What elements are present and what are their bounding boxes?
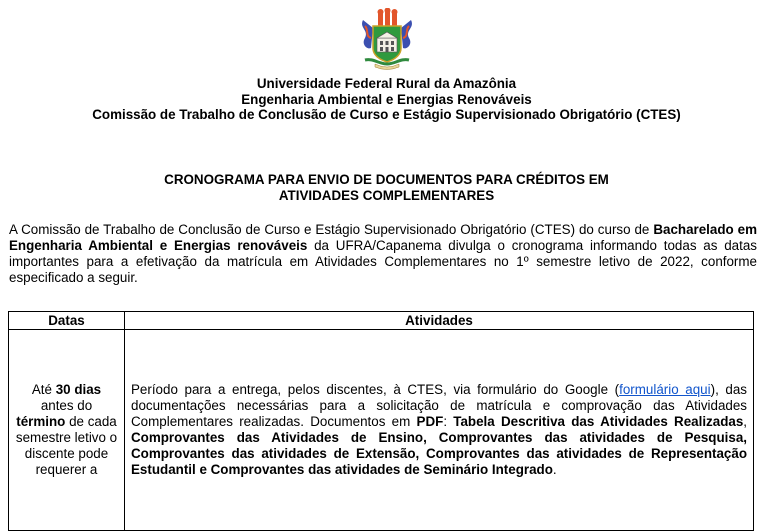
header-datas: Datas: [9, 312, 125, 330]
date-text: Até: [31, 382, 56, 397]
title-line-2: ATIVIDADES COMPLEMENTARES: [278, 188, 495, 203]
intro-course-bold: Bacharelado em Engenharia Ambiental e Energias renováveis: [9, 222, 757, 253]
committee-name: Comissão de Trabalho de Conclusão de Curso e Estágio Supervisionado Obrigatório (CTES): [92, 107, 681, 122]
intro-paragraph: [9, 222, 757, 286]
intro-text-1: A Comissão de Trabalho de Conclusão de Curso e Estágio Supervisionado Obrigatório (CTES) do curso de: [9, 222, 654, 237]
university-name: Universidade Federal Rural da Amazônia: [256, 76, 517, 91]
date-text: antes do: [40, 398, 93, 413]
date-text: de cada semestre letivo o discente pode requerer a: [15, 414, 118, 477]
date-cell: [9, 330, 125, 531]
activity-text: Período para a entrega, pelos discentes, à CTES, via formulário do Google (: [131, 382, 620, 397]
activity-text: ), das documentações necessárias para a solicitação de matrícula e comprovação das Atividades Complementares realizadas. Documentos em: [131, 382, 748, 429]
intro-text-2: da UFRA/Capanema divulga o cronograma informando todas as datas importantes para a efetivação da matrícula em Atividades Complementares no 1º semestre letivo de 2022, conforme especificado a seguir.: [9, 238, 757, 285]
activity-text: ,: [743, 414, 748, 429]
document-title: [0, 172, 773, 204]
date-bold-days: 30 dias: [55, 382, 102, 397]
activity-text: .: [552, 462, 557, 477]
activity-text: :: [443, 414, 454, 429]
document-header: [0, 76, 773, 123]
activity-bold-pdf: PDF: [416, 414, 444, 429]
title-line-1: CRONOGRAMA PARA ENVIO DE DOCUMENTOS PARA CRÉDITOS EM: [164, 172, 609, 187]
activity-bold-tabela: Tabela Descritiva das Atividades Realizadas: [453, 414, 744, 429]
course-name: Engenharia Ambiental e Energias Renováveis: [241, 91, 532, 107]
university-logo: [357, 8, 417, 70]
schedule-table: [8, 311, 754, 531]
google-form-link[interactable]: formulário aqui: [619, 382, 711, 397]
coat-of-arms-icon: [357, 8, 417, 70]
activity-cell: [125, 330, 754, 531]
date-bold-termino: término: [16, 414, 66, 429]
activity-bold-comprovantes: Comprovantes das Atividades de Ensino, Comprovantes das atividades de Pesquisa, Comprovantes das atividades de Extensão, Comprovantes das atividades de Representação Estudantil e Comprovantes das atividades de Seminário Integrado: [131, 430, 747, 477]
header-atividades: Atividades: [125, 312, 754, 330]
table-header-row: [9, 312, 754, 330]
table-row: [9, 330, 754, 531]
